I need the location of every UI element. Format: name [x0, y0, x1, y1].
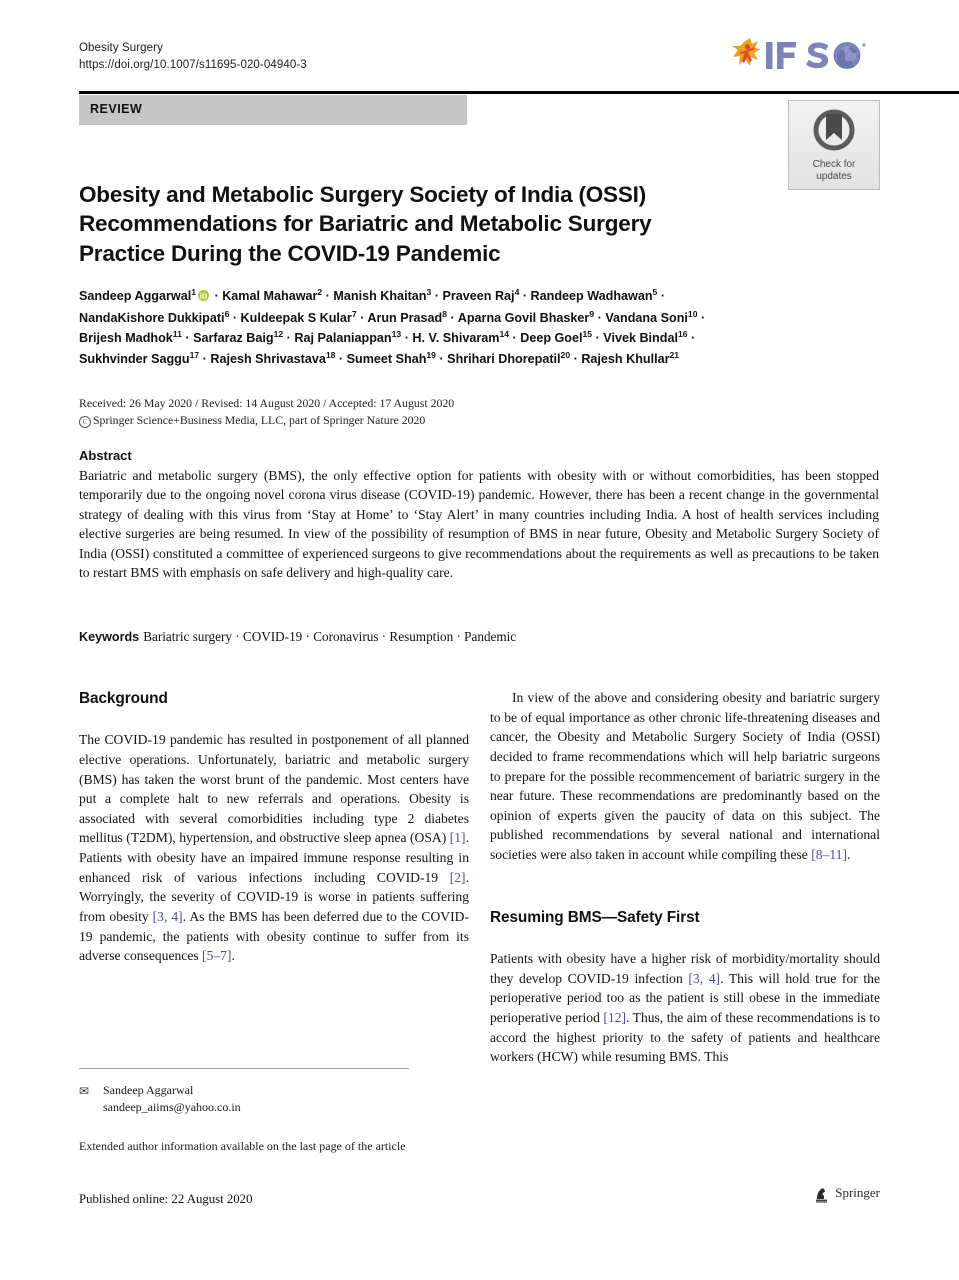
received-revised-accepted: Received: 26 May 2020 / Revised: 14 August 2020 / Accepted: 17 August 2020 [79, 396, 455, 410]
copyright-icon: C [79, 416, 91, 428]
footnote-rule [79, 1068, 409, 1069]
article-type-banner [79, 95, 467, 125]
keywords-text: Bariatric surgery · COVID-19 · Coronavirus · Resumption · Pandemic [143, 629, 517, 644]
citation-ref[interactable]: [8–11] [811, 847, 847, 863]
springer-logo [814, 1185, 880, 1204]
journal-name: Obesity Surgery [79, 42, 163, 54]
article-title-line-2: Recommendations for Bariatric and Metabolic Surgery [79, 211, 652, 237]
citation-ref[interactable]: [1] [449, 830, 466, 846]
corresponding-author-email[interactable]: sandeep_aiims@yahoo.co.in [103, 1100, 241, 1115]
svg-text:iD: iD [199, 291, 208, 301]
citation-ref[interactable]: [3, 4] [688, 970, 721, 986]
citation-ref[interactable]: [3, 4] [152, 909, 183, 925]
check-for-updates-line2: updates [816, 170, 852, 182]
envelope-icon: ✉ [79, 1084, 90, 1098]
article-type-label: REVIEW [90, 102, 143, 116]
springer-label: Springer [835, 1185, 880, 1200]
bookmark-circle-icon [789, 108, 879, 157]
check-for-updates-badge[interactable] [788, 100, 880, 190]
orcid-icon[interactable] [198, 287, 209, 307]
article-title [79, 180, 719, 268]
background-paragraph: The COVID-19 pandemic has resulted in postponement of all planned elective operations. Unfortunately, bariatric and metabolic surgery (BMS) has taken the worst brunt of the pandemic. Most centers have put a complete halt to new referrals and operations. Obesity is associated with several comorbidities including type 2 diabetes mellitus (T2DM), hypertension, and obstructive sleep apnea (OSA) [1]. Patients with obesity have an impaired immune response resulting in enhanced risk of various infections including COVID-19 [2]. Worryingly, the severity of COVID-19 is worse in patients suffering from obesity [3, 4]. As the BMS has been deferred due to the COVID-19 pandemic, the patients with obesity continue to suffer from its adverse consequences [5–7]. [79, 732, 469, 964]
author-list-line-2: NandaKishore Dukkipati$^6$ · Kuldeepak S Kular$^7$ · Arun Prasad$^8$ · Aparna Govil Bhasker$^9$ · Vandana Soni$^{10}$ · [79, 308, 706, 325]
article-title-line-1: Obesity and Metabolic Surgery Society of India (OSSI) [79, 182, 647, 208]
author-list-line-1-rest: · Kamal Mahawar$^2$ · Manish Khaitan$^3$ · Praveen Raj$^4$ · Randeep Wadhawan$^5$ · [211, 287, 666, 304]
extended-author-information: Extended author information available on the last page of the article [79, 1139, 406, 1153]
citation-ref[interactable]: [2] [449, 869, 466, 885]
citation-ref[interactable]: [12] [603, 1009, 627, 1025]
header-rule [79, 91, 959, 94]
springer-knight-icon [814, 1188, 832, 1203]
copyright-line: C Springer Science+Business Media, LLC, part of Springer Nature 2020 [79, 412, 454, 429]
ifso-figure-icon [732, 38, 761, 66]
body-column-right [490, 688, 880, 1067]
citation-ref[interactable]: [5–7] [202, 948, 232, 964]
author-name[interactable]: Sandeep Aggarwal [79, 289, 192, 304]
published-online-date: Published online: 22 August 2020 [79, 1192, 253, 1206]
ifso-globe-icon [834, 43, 860, 69]
keywords [79, 629, 879, 645]
check-for-updates-line1: Check for [812, 159, 856, 170]
publication-dates [79, 395, 454, 429]
abstract-heading: Abstract [79, 448, 132, 463]
background-continuation-paragraph: In view of the above and considering obesity and bariatric surgery to be of equal importance as other chronic life-threatening diseases and cancer, the Obesity and Metabolic Surgery Society of India (OSSI) decided to frame recommendations which will help bariatric surgeons to prepare for the possible recommencement of bariatric surgery in the near future. These recommendations are predominantly based on the opinion of experts given the paucity of data on this subject. The published recommendations by several national and international societies were also taken in account while compiling these [8–11]. [490, 690, 880, 863]
corresponding-author-name: Sandeep Aggarwal [103, 1083, 194, 1097]
abstract-text: Bariatric and metabolic surgery (BMS), the only effective option for patients with obesity with or without comorbidities, has been stopped temporarily due to the ongoing novel corona virus disease (COVID-19) pandemic. However, there has been a recent change in the governmental strategy of dealing with this virus from ‘Stay at Home’ to ‘Stay Alert’ in many countries including India. A host of health services including elective surgeries are being resumed. In view of the possibility of resumption of BMS in near future, Obesity and Metabolic Surgery Society of India (OSSI) constituted a committee of experienced surgeons to give recommendations about the requirements as well as precautions to be taken to restart BMS with emphasis on safe delivery and high-quality care. [79, 468, 879, 581]
resuming-bms-paragraph: Patients with obesity have a higher risk of morbidity/mortality should they develop COVID-19 infection [3, 4]. This will hold true for the perioperative period too as the patient is still obese in the immediate perioperative period [12]. Thus, the aim of these recommendations is to accord the highest priority to the safety of patients and healthcare workers (HCW) while resuming BMS. This [490, 951, 881, 1065]
keywords-label: Keywords [79, 630, 140, 644]
author-list [79, 286, 839, 369]
journal-doi[interactable]: https://doi.org/10.1007/s11695-020-04940-3 [79, 59, 307, 72]
author-affiliation-marker: 1 [191, 287, 196, 297]
author-list-line-3: Brijesh Madhok$^{11}$ · Sarfaraz Baig$^{12}$ · Raj Palaniappan$^{13}$ · H. V. Shivaram$^{14}$ · Deep Goel$^{15}$ · Vivek Bindal$^{16}$ · [79, 329, 696, 346]
corresponding-author [79, 1082, 469, 1117]
article-title-line-3: Practice During the COVID-19 Pandemic [79, 240, 501, 266]
author-list-line-4: Sukhvinder Saggu$^{17}$ · Rajesh Shrivastava$^{18}$ · Sumeet Shah$^{19}$ · Shrihari Dhorepatil$^{20}$ · Rajesh Khullar$^{21}$ [79, 349, 680, 366]
ifso-logo [730, 36, 880, 78]
body-column-left [79, 688, 469, 966]
section-heading-background: Background [79, 690, 168, 707]
section-heading-resuming-bms: Resuming BMS—Safety First [490, 908, 700, 926]
ifso-wordmark [766, 42, 829, 69]
journal-header [79, 40, 307, 74]
